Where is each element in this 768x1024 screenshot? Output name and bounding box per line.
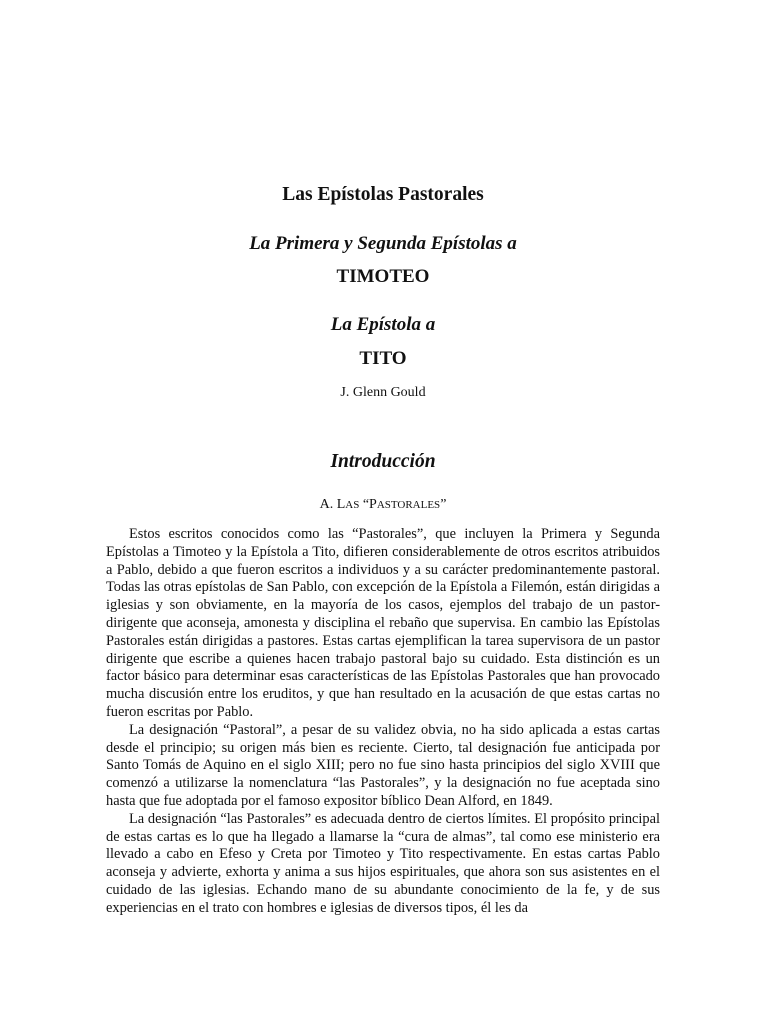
paragraph: La designación “Pastoral”, a pesar de su validez obvia, no ha sido aplicada a estas cartas desde el principio; su origen más bien es reciente. Cierto, tal designación fue anticipada por Santo Tomás de Aquino en el siglo XIII; pero no fue sino hasta principios del siglo XVIII que comenzó a utilizarse la nomenclatura “las Pastorales”, y la designación no fue aceptada sino hasta que fue adoptada por el famoso expositor bíblico Dean Alford, en 1849. bbox=[106, 721, 660, 809]
subtitle-timoteo-heading: La Primera y Segunda Epístolas a bbox=[249, 233, 517, 254]
subtitle-tito-heading: La Epístola a bbox=[330, 314, 436, 335]
subsection-small-caps: AS bbox=[345, 499, 360, 511]
body-text bbox=[106, 526, 660, 918]
paragraph: Estos escritos conocidos como las “Pastorales”, que incluyen la Primera y Segunda Epístolas a Timoteo y la Epístola a Tito, difieren considerablemente de otros escritos atribuidos a Pablo, debido a que fueron escritos a individuos y a su carácter predominantemente pastoral. Todas las otras epístolas de San Pablo, con excepción de la Epístola a Filemón, están dirigidas a iglesias y son obviamente, en la mayoría de los casos, ejemplos del trabajo de un pastor-dirigente que aconseja, amonesta y disciplina el rebaño que supervisa. En cambio las Epístolas Pastorales están dirigidas a pastores. Estas cartas ejemplifican la tarea supervisora de un pastor dirigente que escribe a quienes hacen trabajo pastoral bajo su cuidado. Esta distinción es un factor básico para determinar esas características de las Epístolas Pastorales que han provocado mucha discusión entre los eruditos, y que han resultado en la acusación de que estas cartas no fueron escritas por Pablo. bbox=[106, 526, 660, 720]
subsection-heading bbox=[106, 497, 660, 513]
document-title: Las Epístolas Pastorales bbox=[282, 184, 484, 205]
paragraph: La designación “las Pastorales” es adecuada dentro de ciertos límites. El propósito principal de estas cartas es lo que ha llegado a llamarse la “cura de almas”, tal como ese ministerio era llevado a cabo en Efeso y Creta por Timoteo y Tito respectivamente. En estas cartas Pablo aconseja y advierte, exhorta y anima a sus hijos espirituales, que ahora son sus asistentes en el cuidado de las iglesias. Echando mano de su abundante conocimiento de la fe, y de sus experiencias en el trato con hombres e iglesias de diversos tipos, él les da bbox=[106, 810, 660, 916]
author-name: J. Glenn Gould bbox=[340, 385, 426, 400]
subsection-small-caps-2: ASTORALES bbox=[376, 499, 441, 511]
subtitle-tito-name: TITO bbox=[359, 348, 407, 369]
subsection-quote-close: ” bbox=[440, 497, 447, 512]
subsection-quote-open: “P bbox=[359, 497, 377, 512]
section-heading: Introducción bbox=[330, 451, 436, 472]
document-page bbox=[106, 0, 660, 1024]
subsection-prefix: A. L bbox=[319, 497, 346, 512]
subtitle-timoteo-name: TIMOTEO bbox=[336, 266, 430, 287]
